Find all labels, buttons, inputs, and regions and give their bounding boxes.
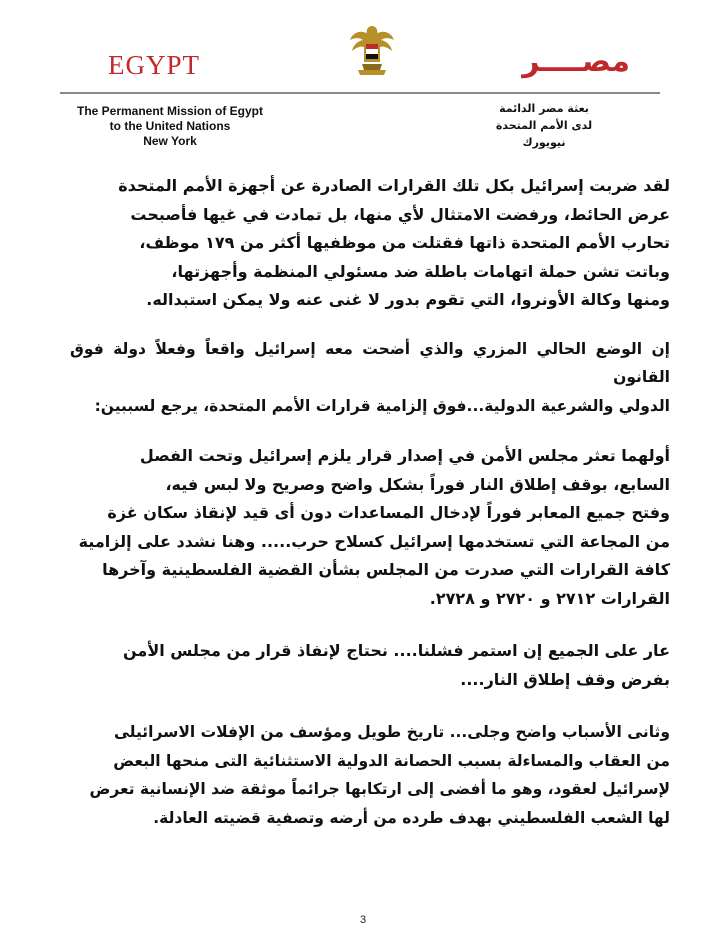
- text-line: من العقاب والمساءلة بسبب الحصانة الدولية الاستثنائية التى منحها البعض: [113, 751, 670, 770]
- text-line: الدولي والشرعية الدولية...فوق إلزامية قرارات الأمم المتحدة، يرجع لسببين:: [94, 396, 670, 415]
- text-line: عرض الحائط، ورفضت الامتثال لأي منها، بل تمادت في غيها فأصبحت: [130, 204, 670, 224]
- text-line: أولهما تعثر مجلس الأمن في إصدار قرار يلزم إسرائيل وتحت الفصل: [139, 446, 670, 465]
- text-line: وثانى الأسباب واضح وجلى... تاريخ طويل ومؤسف من الإفلات الاسرائيلى: [113, 723, 670, 741]
- text-line: القرارات ٢٧١٢ و ٢٧٢٠ و ٢٧٢٨.: [429, 588, 670, 608]
- text-line: كافة القرارات التي صدرت من المجلس بشأن القضية الفلسطينية وآخرها: [102, 560, 670, 579]
- mission-en-line: to the United Nations: [109, 119, 231, 133]
- egypt-arabic-title: مصــــر: [522, 44, 630, 79]
- text-line: من المجاعة التي تستخدمها إسرائيل كسلاح حرب..... وهنا نشدد على إلزامية: [78, 531, 670, 551]
- text-line: عار على الجميع إن استمر فشلنا.... نحتاج لإنفاذ قرار من مجلس الأمن: [123, 641, 670, 660]
- paragraph: [70, 637, 670, 694]
- mission-en-line: New York: [143, 134, 197, 148]
- paragraph: [70, 442, 670, 613]
- text-line: بفرض وقف إطلاق النار....: [460, 669, 670, 689]
- text-line: تحارب الأمم المتحدة ذاتها فقتلت من موظفيها أكثر من ١٧٩ موظف،: [139, 233, 670, 252]
- mission-arabic-address: [474, 100, 614, 151]
- mission-english-address: [70, 104, 270, 149]
- paragraph: [70, 172, 670, 315]
- text-line: إن الوضع الحالي المزري والذي أضحت معه إسرائيل واقعاً وفعلاً دولة فوق القانون: [70, 339, 670, 386]
- mission-ar-line: نيويورك: [522, 136, 566, 149]
- text-line: وباتت تشن حملة اتهامات باطلة ضد مسئولي المنظمة وأجهزتها،: [171, 261, 670, 281]
- text-line: لها الشعب الفلسطيني بهدف طرده من أرضه وتصفية قضيته العادلة.: [153, 808, 670, 827]
- text-line: لإسرائيل لعقود، وهو ما أفضى إلى ارتكابها جرائماً موثقة ضد الإنسانية تعرض: [89, 780, 670, 798]
- paragraph: [70, 718, 670, 832]
- mission-ar-line: لدى الأمم المتحدة: [495, 119, 593, 132]
- text-line: وفتح جميع المعابر فوراً لإدخال المساعدات دون أى قيد لإنقاذ سكان غزة: [107, 503, 670, 522]
- header-divider: [60, 92, 660, 94]
- mission-ar-line: بعثة مصر الدائمة: [499, 102, 589, 115]
- egypt-latin-title: EGYPT: [108, 50, 200, 80]
- paragraph: [70, 335, 670, 421]
- text-line: ومنها وكالة الأونروا، التي تقوم بدور لا غنى عنه ولا يمكن استبداله.: [146, 290, 670, 309]
- document-body: [70, 172, 670, 832]
- text-line: لقد ضربت إسرائيل بكل تلك القرارات الصادرة عن أجهزة الأمم المتحدة: [118, 176, 670, 195]
- eagle-of-saladin-emblem-icon: [348, 22, 396, 80]
- mission-en-line: The Permanent Mission of Egypt: [76, 104, 264, 118]
- text-line: السابع، بوقف إطلاق النار فوراً بشكل واضح وصريح ولا لبس فيه،: [165, 474, 670, 494]
- page-number: 3: [359, 914, 367, 926]
